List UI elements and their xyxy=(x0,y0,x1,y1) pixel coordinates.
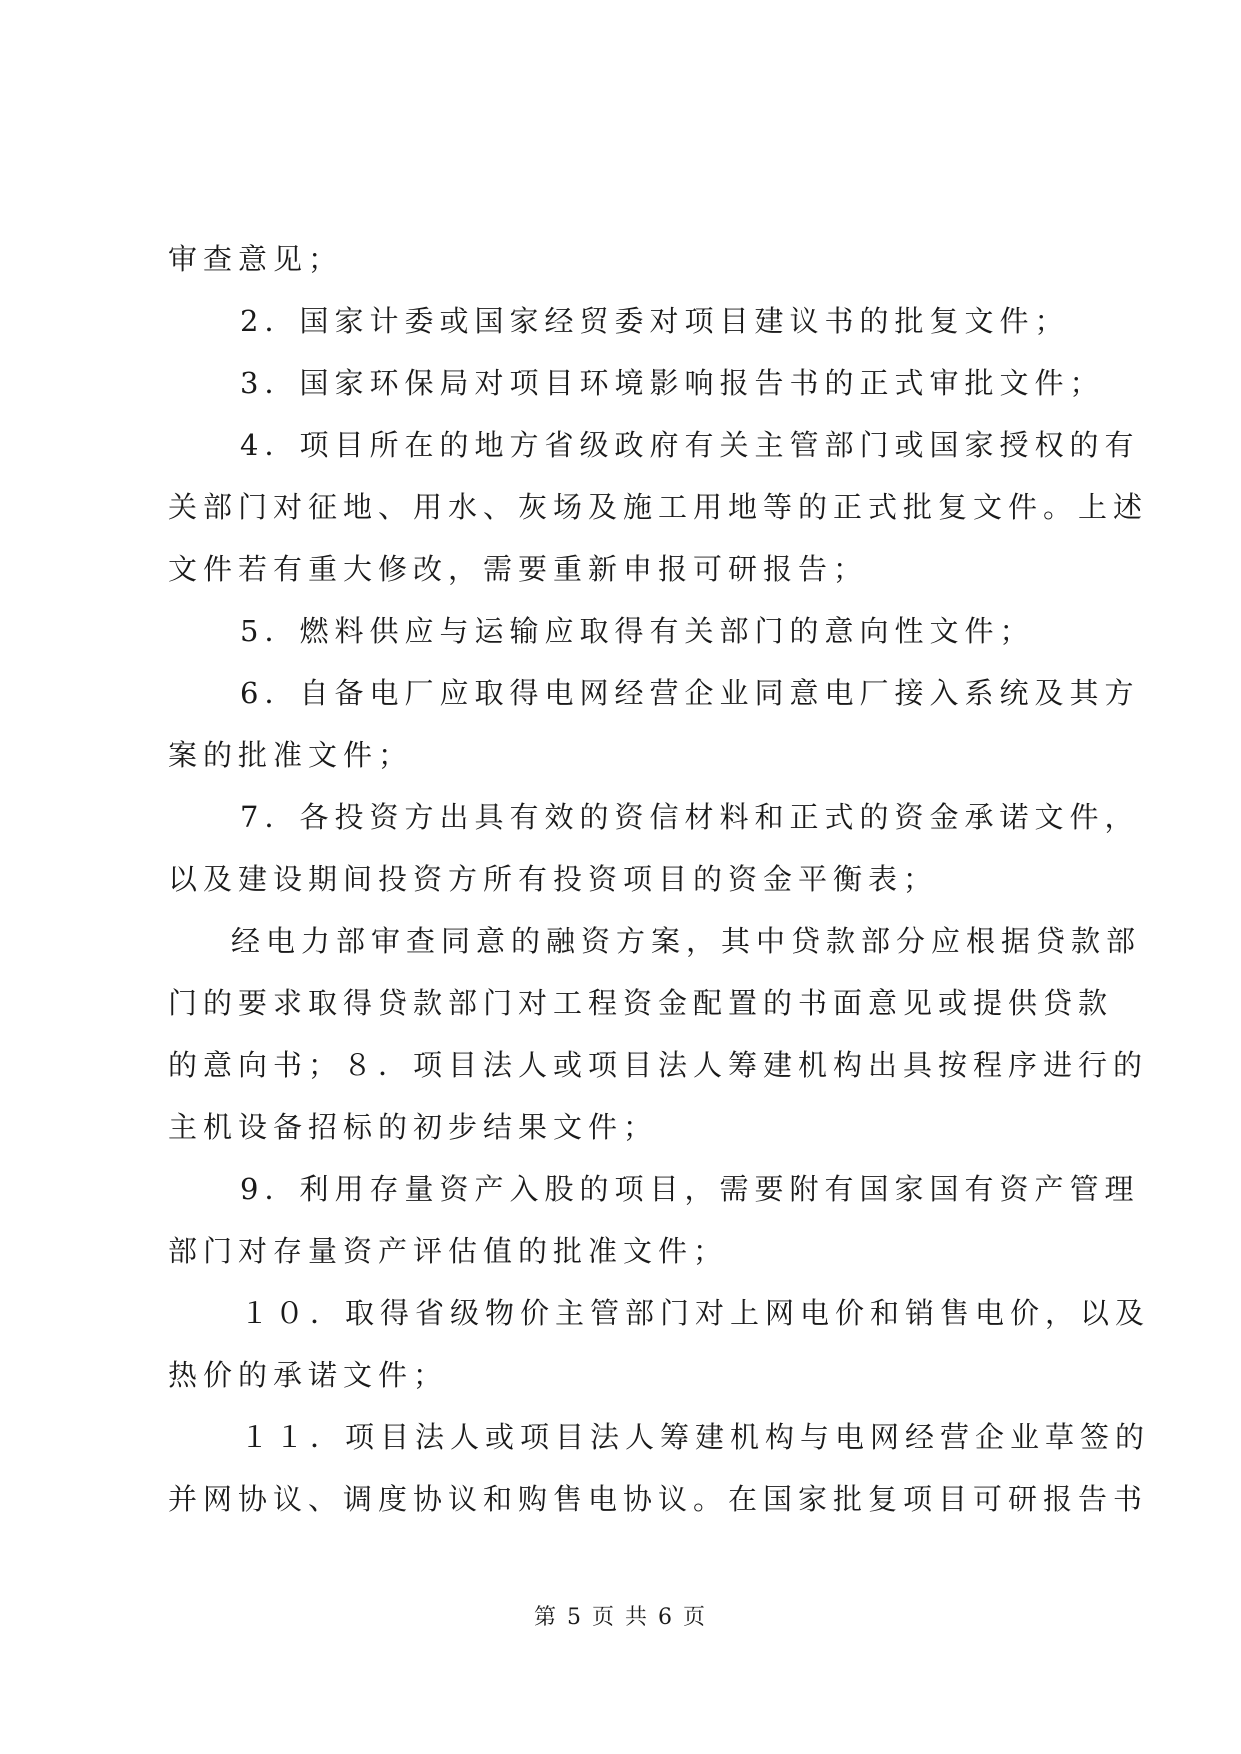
text-line: 5．燃料供应与运输应取得有关部门的意向性文件； xyxy=(240,614,1035,648)
text-line: 3．国家环保局对项目环境影响报告书的正式审批文件； xyxy=(240,366,1105,400)
text-line: 6．自备电厂应取得电网经营企业同意电厂接入系统及其方 xyxy=(240,676,1140,710)
text-line: 以及建设期间投资方所有投资项目的资金平衡表； xyxy=(168,862,939,896)
text-line: 2．国家计委或国家经贸委对项目建议书的批复文件； xyxy=(240,304,1070,338)
text-line: 并网协议、调度协议和购售电协议。在国家批复项目可研报告书 xyxy=(168,1482,1149,1516)
page-number-footer: 第 5 页 共 6 页 xyxy=(534,1605,707,1630)
text-line: 主机设备招标的初步结果文件； xyxy=(168,1110,659,1144)
text-line: １０．取得省级物价主管部门对上网电价和销售电价，以及 xyxy=(240,1296,1151,1330)
text-line: 的意向书；８．项目法人或项目法人筹建机构出具按程序进行的 xyxy=(168,1048,1149,1082)
text-line: 文件若有重大修改，需要重新申报可研报告； xyxy=(168,552,869,586)
text-line: 门的要求取得贷款部门对工程资金配置的书面意见或提供贷款 xyxy=(168,986,1114,1020)
text-line: 4．项目所在的地方省级政府有关主管部门或国家授权的有 xyxy=(240,428,1140,462)
text-line: 部门对存量资产评估值的批准文件； xyxy=(168,1234,729,1268)
text-line: 关部门对征地、用水、灰场及施工用地等的正式批复文件。上述 xyxy=(168,490,1149,524)
text-line: 热价的承诺文件； xyxy=(168,1358,449,1392)
text-line: 经电力部审查同意的融资方案，其中贷款部分应根据贷款部 xyxy=(231,924,1142,958)
text-line: 案的批准文件； xyxy=(168,738,414,772)
text-line: １１．项目法人或项目法人筹建机构与电网经营企业草签的 xyxy=(240,1420,1151,1454)
text-line: 9．利用存量资产入股的项目，需要附有国家国有资产管理 xyxy=(240,1172,1140,1206)
text-line: 7．各投资方出具有效的资信材料和正式的资金承诺文件， xyxy=(240,800,1140,834)
text-line: 审查意见； xyxy=(168,242,344,276)
document-body xyxy=(168,228,1151,1530)
